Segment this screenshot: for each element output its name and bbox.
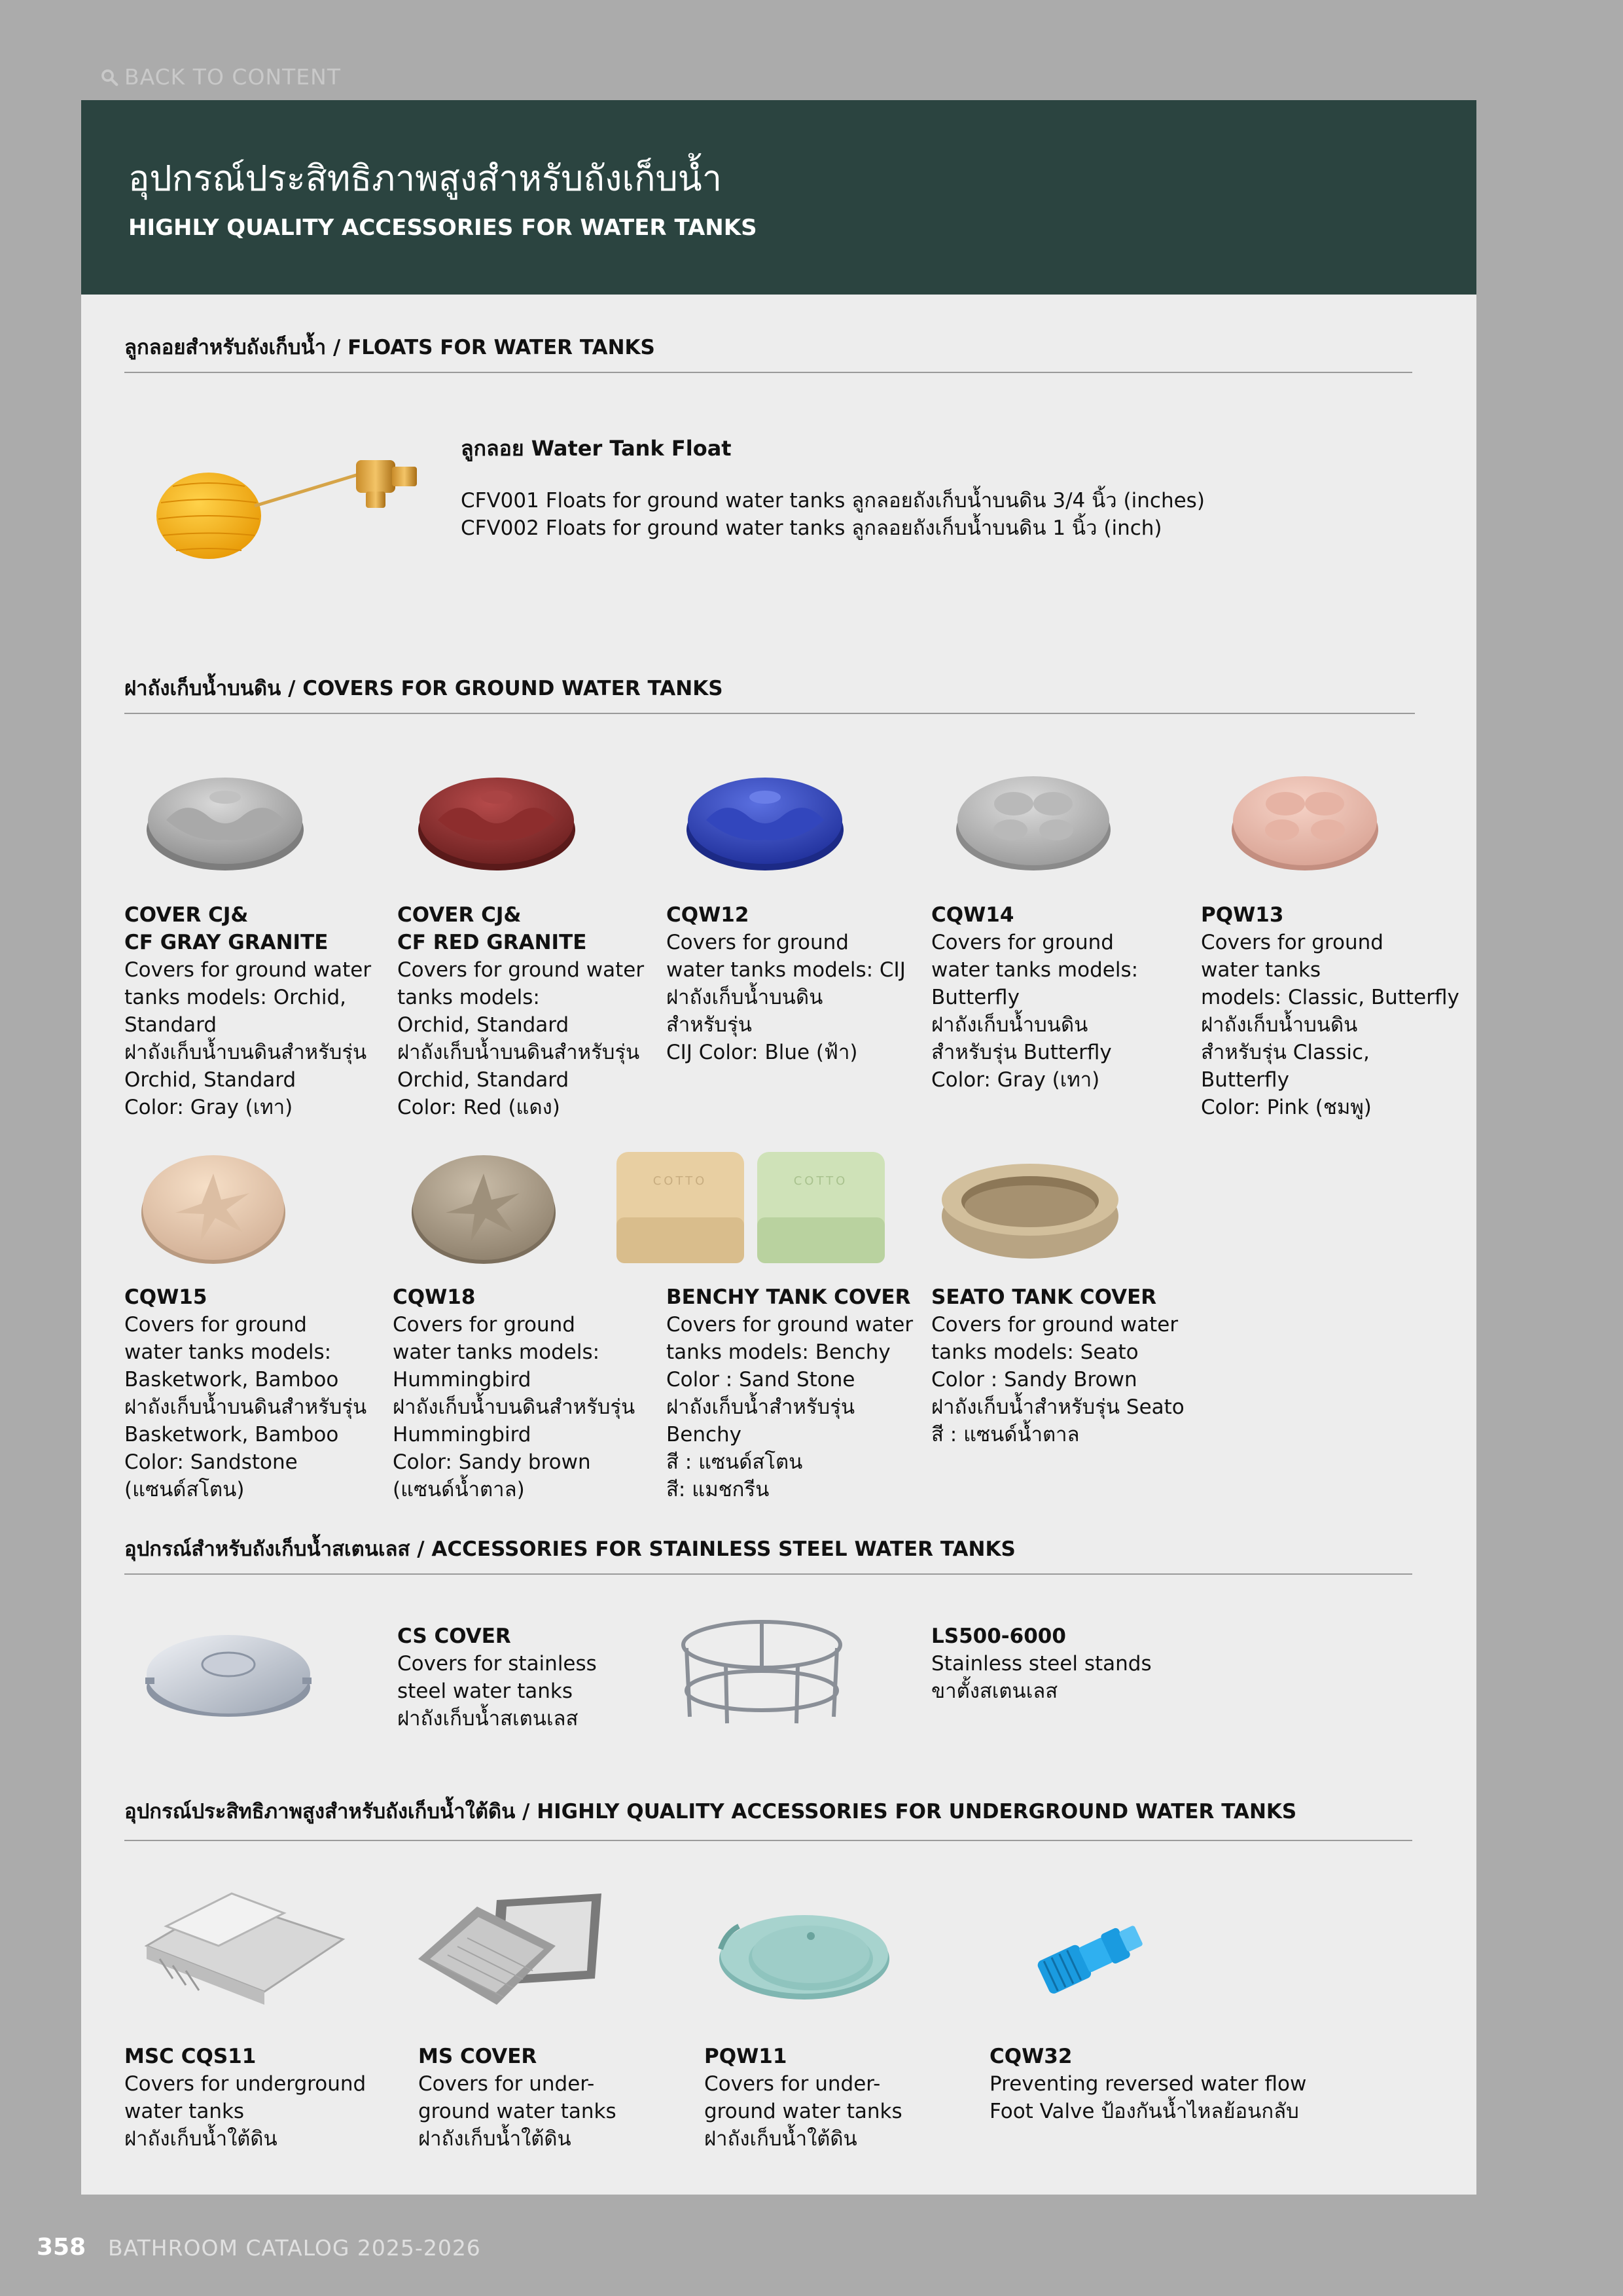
product-cover-cj-red	[397, 901, 644, 1121]
section-title-covers: ฝาถังเก็บน้ำบนดิน / COVERS FOR GROUND WATER TANKS	[124, 677, 723, 700]
product-desc: Color: Red (แดง)	[397, 1096, 560, 1119]
product-desc: water tanks	[124, 2100, 245, 2123]
product-cqw12	[666, 901, 906, 1066]
product-desc: ฝาถังเก็บน้ำบนดินสำหรับรุ่น	[393, 1395, 635, 1419]
section-divider	[124, 713, 1415, 714]
product-desc: ฝาถังเก็บน้ำสเตนเลส	[397, 1707, 579, 1731]
product-name: CQW12	[666, 903, 749, 927]
product-ms-cover	[418, 2043, 616, 2153]
header-title-english: HIGHLY QUALITY ACCESSORIES FOR WATER TANKS	[128, 215, 757, 241]
back-to-content-link[interactable]	[99, 64, 341, 90]
product-desc: Covers for underground	[124, 2072, 366, 2096]
product-desc: Butterfly	[931, 986, 1020, 1009]
product-desc: Covers for ground water	[666, 1313, 914, 1336]
product-name: CF GRAY GRANITE	[124, 931, 329, 954]
product-name: COVER CJ&	[397, 903, 522, 927]
product-desc: Color: Sandy brown	[393, 1450, 591, 1474]
product-desc: สี: แมชกรีน	[666, 1478, 770, 1501]
product-desc: ฝาถังเก็บน้ำบนดินสำหรับรุ่น	[124, 1041, 367, 1064]
product-name: CQW18	[393, 1285, 476, 1309]
product-desc: Foot Valve ป้องกันน้ำไหลย้อนกลับ	[990, 2100, 1299, 2123]
water-tank-float-image	[147, 440, 435, 571]
product-pqw11	[704, 2043, 902, 2153]
product-desc: Preventing reversed water flow	[990, 2072, 1307, 2096]
product-name: CQW32	[990, 2045, 1073, 2068]
catalog-name: BATHROOM CATALOG 2025-2026	[108, 2235, 481, 2261]
product-desc: tanks models:	[397, 986, 540, 1009]
product-ls500-6000	[931, 1623, 1152, 1705]
msc-cqs11-image	[134, 1887, 349, 2011]
product-desc: Hummingbird	[393, 1368, 531, 1391]
ms-cover-image	[412, 1887, 608, 2011]
product-cqw32	[990, 2043, 1306, 2125]
float-product-name: ลูกลอย Water Tank Float	[461, 436, 732, 461]
cover-pqw13-pink-image	[1220, 758, 1390, 876]
product-desc: ฝาถังเก็บน้ำใต้ดิน	[704, 2127, 857, 2151]
stainless-stand-image	[673, 1612, 850, 1730]
product-desc: Butterfly	[1201, 1068, 1289, 1092]
product-desc: ground water tanks	[418, 2100, 616, 2123]
product-benchy	[666, 1283, 913, 1503]
svg-text:COTTO: COTTO	[793, 1174, 848, 1188]
product-desc: water tanks models:	[393, 1340, 600, 1364]
product-name: PQW11	[704, 2045, 787, 2068]
product-desc: CIJ Color: Blue (ฟ้า)	[666, 1041, 858, 1064]
product-name: SEATO TANK COVER	[931, 1285, 1157, 1309]
product-name: PQW13	[1201, 903, 1284, 927]
product-desc: Covers for ground	[666, 931, 849, 954]
product-desc: tanks models: Benchy	[666, 1340, 891, 1364]
product-desc: tanks models: Orchid,	[124, 986, 347, 1009]
product-desc: สำหรับรุ่น Butterfly	[931, 1041, 1112, 1064]
product-desc: ฝาถังเก็บน้ำใต้ดิน	[124, 2127, 277, 2151]
product-name: COVER CJ&	[124, 903, 249, 927]
cover-cqw15-sandstone-image	[135, 1147, 292, 1265]
product-name: LS500-6000	[931, 1624, 1066, 1648]
cover-red-granite-image	[412, 758, 582, 876]
product-desc: tanks models: Seato	[931, 1340, 1139, 1364]
product-cqw18	[393, 1283, 635, 1503]
product-desc: steel water tanks	[397, 1679, 573, 1703]
product-desc: Color: Gray (เทา)	[124, 1096, 293, 1119]
product-desc: water tanks	[1201, 958, 1321, 982]
product-desc: Covers for ground water	[397, 958, 645, 982]
cs-cover-image	[140, 1612, 317, 1730]
product-cover-cj-gray	[124, 901, 371, 1121]
product-desc: ฝาถังเก็บน้ำบนดิน	[666, 986, 823, 1009]
page-number: 358	[37, 2234, 86, 2261]
page-header	[81, 100, 1476, 295]
product-desc: Color : Sand Stone	[666, 1368, 855, 1391]
catalog-page	[81, 100, 1476, 2195]
product-name: CQW14	[931, 903, 1014, 927]
product-desc: ฝาถังเก็บน้ำสำหรับรุ่น	[666, 1395, 855, 1419]
header-title-thai: อุปกรณ์ประสิทธิภาพสูงสำหรับถังเก็บน้ำ	[128, 158, 722, 199]
pqw11-cover-image	[713, 1897, 896, 2008]
section-title-stainless: อุปกรณ์สำหรับถังเก็บน้ำสเตนเลส / ACCESSORIES FOR STAINLESS STEEL WATER TANKS	[124, 1537, 1016, 1561]
product-cqw14	[931, 901, 1138, 1094]
product-desc: Orchid, Standard	[397, 1068, 569, 1092]
product-desc: Orchid, Standard	[124, 1068, 296, 1092]
product-desc: water tanks models:	[931, 958, 1139, 982]
cover-gray-granite-image	[140, 758, 310, 876]
product-name: BENCHY TANK COVER	[666, 1285, 911, 1309]
product-desc: Color: Pink (ชมพู)	[1201, 1096, 1372, 1119]
foot-valve-image	[1024, 1903, 1154, 2001]
product-name: CQW15	[124, 1285, 207, 1309]
product-desc: Covers for under-	[418, 2072, 595, 2096]
product-desc: Color : Sandy Brown	[931, 1368, 1137, 1391]
product-desc: ground water tanks	[704, 2100, 902, 2123]
product-desc: water tanks models: CIJ	[666, 958, 906, 982]
product-desc: Color: Gray (เทา)	[931, 1068, 1100, 1092]
benchy-tank-cover-image	[610, 1145, 891, 1266]
product-desc: สี : แซนด์สโตน	[666, 1450, 803, 1474]
product-desc: ฝาถังเก็บน้ำบนดิน	[1201, 1013, 1358, 1037]
product-desc: สำหรับรุ่น Classic,	[1201, 1041, 1370, 1064]
product-name: MSC CQS11	[124, 2045, 257, 2068]
product-desc: Covers for under-	[704, 2072, 881, 2096]
product-desc: Standard	[124, 1013, 217, 1037]
product-desc: สี : แซนด์น้ำตาล	[931, 1423, 1080, 1446]
product-desc: (แซนด์น้ำตาล)	[393, 1478, 525, 1501]
product-desc: ฝาถังเก็บน้ำบนดินสำหรับรุ่น	[397, 1041, 640, 1064]
section-divider	[124, 1840, 1412, 1841]
product-desc: Covers for ground	[393, 1313, 575, 1336]
float-line-cfv001: CFV001 Floats for ground water tanks ลูกลอยถังเก็บน้ำบนดิน 3/4 นิ้ว (inches)	[461, 489, 1205, 512]
product-desc: Covers for ground	[1201, 931, 1383, 954]
product-desc: Benchy	[666, 1423, 742, 1446]
cover-cqw18-sandy-brown-image	[405, 1147, 562, 1265]
product-desc: Covers for stainless	[397, 1652, 597, 1676]
product-msc-cqs11	[124, 2043, 366, 2153]
product-desc: ฝาถังเก็บน้ำสำหรับรุ่น Seato	[931, 1395, 1185, 1419]
section-title-floats: ลูกลอยสำหรับถังเก็บน้ำ / FLOATS FOR WATER TANKS	[124, 336, 655, 359]
product-name: CS COVER	[397, 1624, 511, 1648]
product-desc: ฝาถังเก็บน้ำบนดิน	[931, 1013, 1088, 1037]
product-name: CF RED GRANITE	[397, 931, 587, 954]
product-desc: Orchid, Standard	[397, 1013, 569, 1037]
product-desc: Covers for ground water	[124, 958, 372, 982]
section-divider	[124, 372, 1412, 373]
float-product-info	[461, 435, 1205, 542]
product-desc: Basketwork, Bamboo	[124, 1368, 339, 1391]
product-cqw15	[124, 1283, 366, 1503]
cover-cqw12-blue-image	[680, 758, 850, 876]
product-desc: (แซนด์สโตน)	[124, 1478, 245, 1501]
product-pqw13	[1201, 901, 1459, 1121]
cover-cqw14-gray-image	[948, 758, 1118, 876]
product-name: MS COVER	[418, 2045, 537, 2068]
product-desc: Stainless steel stands	[931, 1652, 1152, 1676]
search-icon	[99, 67, 119, 87]
product-desc: Covers for ground water	[931, 1313, 1179, 1336]
float-line-cfv002: CFV002 Floats for ground water tanks ลูกลอยถังเก็บน้ำบนดิน 1 นิ้ว (inch)	[461, 516, 1162, 540]
product-desc: Covers for ground	[124, 1313, 307, 1336]
product-desc: สำหรับรุ่น	[666, 1013, 752, 1037]
product-desc: Hummingbird	[393, 1423, 531, 1446]
product-cs-cover	[397, 1623, 597, 1732]
product-desc: ฝาถังเก็บน้ำใต้ดิน	[418, 2127, 571, 2151]
back-link-label: BACK TO CONTENT	[124, 64, 341, 90]
product-desc: ฝาถังเก็บน้ำบนดินสำหรับรุ่น	[124, 1395, 367, 1419]
section-divider	[124, 1573, 1412, 1575]
svg-text:COTTO: COTTO	[652, 1174, 707, 1188]
section-title-underground: อุปกรณ์ประสิทธิภาพสูงสำหรับถังเก็บน้ำใต้ดิน / HIGHLY QUALITY ACCESSORIES FOR UNDERGROUND WATER TANKS	[124, 1800, 1297, 1823]
product-desc: water tanks models:	[124, 1340, 332, 1364]
seato-tank-cover-image	[935, 1154, 1125, 1265]
product-seato	[931, 1283, 1185, 1448]
product-desc: Covers for ground	[931, 931, 1114, 954]
product-desc: ขาตั้งสเตนเลส	[931, 1679, 1058, 1703]
product-desc: Color: Sandstone	[124, 1450, 298, 1474]
product-desc: Basketwork, Bamboo	[124, 1423, 339, 1446]
product-desc: models: Classic, Butterfly	[1201, 986, 1459, 1009]
